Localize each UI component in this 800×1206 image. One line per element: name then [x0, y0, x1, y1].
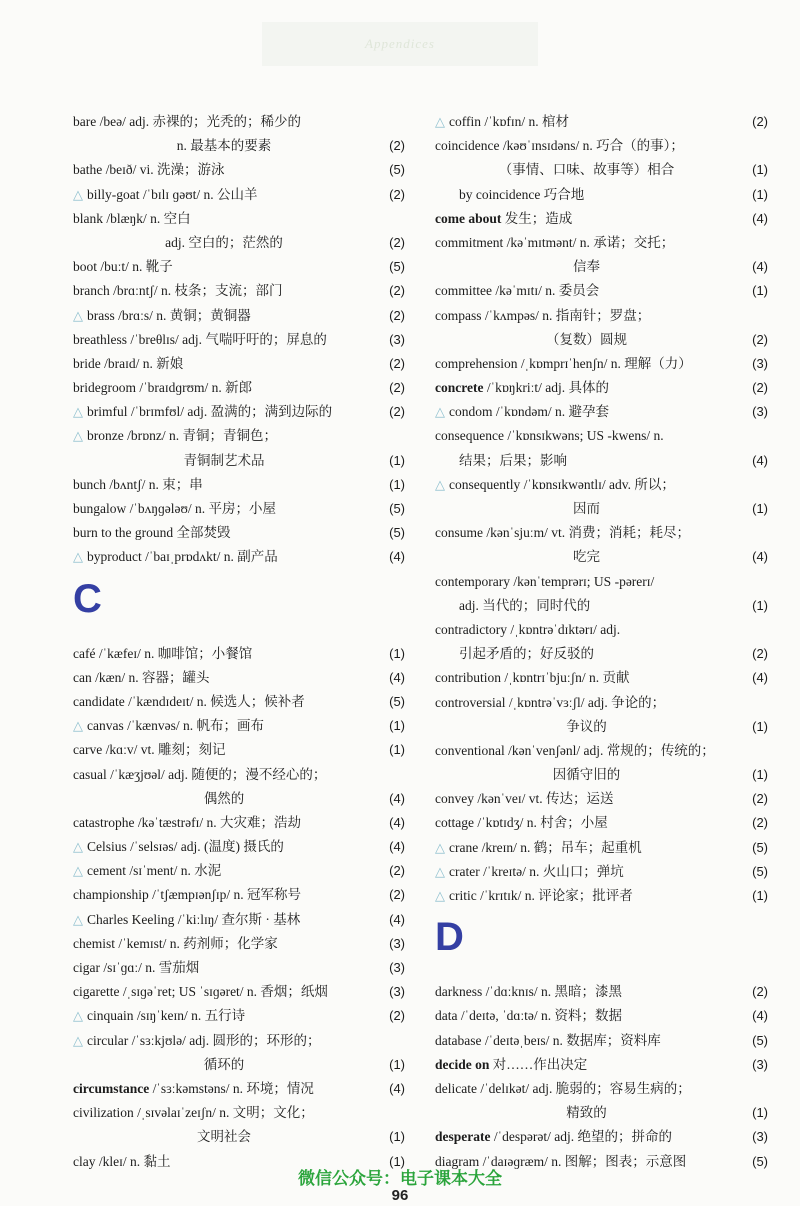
glossary-entry [73, 473, 405, 497]
glossary-entry [73, 1077, 405, 1101]
module-level: (4) [752, 1008, 768, 1024]
module-level: (2) [389, 138, 405, 154]
running-header: Appendices [365, 36, 435, 51]
module-level: (1) [389, 1153, 405, 1169]
module-level: (1) [389, 452, 405, 468]
entry-text: bronze /brɒnz/ n. 青铜；青铜色； [87, 428, 278, 444]
glossary-entry [435, 860, 768, 884]
glossary-entry [435, 134, 768, 158]
module-level: (2) [752, 380, 768, 396]
entry-text: blank /blæŋk/ n. 空白 [73, 210, 191, 226]
entry-text: catastrophe /kəˈtæstrəfɪ/ n. 大灾难；浩劫 [73, 814, 301, 830]
module-level: (3) [389, 984, 405, 1000]
module-level: (4) [389, 1080, 405, 1096]
glossary-entry-continuation [73, 231, 405, 255]
module-level: (1) [752, 501, 768, 516]
entry-text: cinquain /sɪŋˈkeɪn/ n. 五行诗 [87, 1008, 246, 1024]
glossary-entry [73, 666, 405, 690]
module-level: (1) [752, 718, 768, 734]
entry-text: bridegroom /ˈbraɪdɡrʊm/ n. 新郎 [73, 380, 253, 396]
module-level: (4) [752, 670, 768, 686]
triangle-icon: △ [73, 550, 83, 566]
module-level: (2) [389, 1008, 405, 1024]
glossary-entry [435, 618, 768, 642]
module-level: (4) [752, 210, 768, 226]
entry-text: 争议的 [566, 718, 607, 734]
glossary-entry [73, 1004, 405, 1028]
glossary-entry [73, 255, 405, 279]
glossary-entry [435, 1029, 768, 1053]
module-level: (1) [389, 645, 405, 661]
triangle-icon: △ [435, 889, 445, 904]
module-level: (1) [389, 718, 405, 734]
glossary-entry [435, 980, 768, 1004]
glossary-entry [73, 158, 405, 182]
entry-text: n. 最基本的要素 [176, 138, 272, 154]
entry-text: consequence /ˈkɒnsɪkwəns; US -kwens/ n. [435, 428, 664, 444]
glossary-entry [435, 352, 768, 376]
module-level: (1) [752, 888, 768, 903]
module-level: (1) [389, 1056, 405, 1072]
glossary-entry [73, 328, 405, 352]
entry-text: 循环的 [203, 1056, 245, 1072]
module-level: (2) [752, 331, 768, 347]
module-level: (1) [752, 186, 768, 202]
triangle-icon: △ [73, 719, 83, 735]
glossary-entry-continuation [435, 763, 768, 787]
glossary-entry-continuation [435, 158, 768, 182]
glossary-entry-continuation [73, 1125, 405, 1149]
entry-text: 偶然的 [203, 790, 245, 806]
glossary-entry-continuation [435, 1101, 768, 1125]
glossary-entry [73, 714, 405, 738]
entry-text: café /ˈkæfeɪ/ n. 咖啡馆；小餐馆 [73, 645, 253, 661]
glossary-entry [73, 1029, 405, 1053]
triangle-icon: △ [73, 429, 83, 445]
glossary-entry [435, 594, 768, 618]
triangle-icon: △ [73, 1009, 83, 1025]
glossary-entry [435, 473, 768, 497]
glossary-entry [435, 811, 768, 835]
entry-text: 吃完 [573, 549, 600, 565]
entry-text: boot /buːt/ n. 靴子 [73, 259, 173, 275]
glossary-entry [73, 376, 405, 400]
entry-text: Charles Keeling /ˈkiːlɪŋ/ 查尔斯 · 基林 [87, 911, 301, 927]
entry-text: desperate /ˈdespərət/ adj. 绝望的；拼命的 [435, 1129, 672, 1145]
entry-text: 精致的 [566, 1105, 607, 1121]
entry-text: concrete /ˈkɒŋkriːt/ adj. 具体的 [435, 380, 609, 396]
entry-text: consume /kənˈsjuːm/ vt. 消费；消耗；耗尽； [435, 525, 690, 541]
module-level: (2) [389, 355, 405, 371]
module-level: (1) [389, 476, 405, 492]
module-level: (4) [389, 911, 405, 927]
glossary-entry [73, 1101, 405, 1125]
module-level: (3) [389, 960, 405, 975]
entry-text: casual /ˈkæʒjʊəl/ adj. 随便的；漫不经心的； [73, 766, 327, 782]
glossary-entry [435, 1004, 768, 1028]
entry-text: decide on 对……作出决定 [435, 1056, 588, 1072]
triangle-icon: △ [435, 477, 445, 493]
entry-text: darkness /ˈdɑːknɪs/ n. 黑暗；漆黑 [435, 984, 623, 1000]
glossary-entry [73, 932, 405, 956]
module-level: (4) [389, 839, 405, 855]
entry-text: compass /ˈkʌmpəs/ n. 指南针；罗盘； [435, 307, 651, 323]
section-letter-icon: D [435, 915, 464, 960]
entry-text: burn to the ground 全部焚毁 [73, 525, 231, 541]
glossary-column-right [435, 110, 768, 1174]
glossary-entry [435, 1077, 768, 1101]
entry-text: can /kæn/ n. 容器；罐头 [73, 669, 210, 685]
module-level: (5) [389, 162, 405, 178]
triangle-icon: △ [73, 405, 83, 421]
glossary-entry [435, 691, 768, 715]
module-level: (3) [752, 1129, 768, 1145]
triangle-icon: △ [435, 864, 445, 880]
entry-text: comprehension /ˌkɒmprɪˈhenʃn/ n. 理解（力） [435, 355, 692, 371]
triangle-icon: △ [73, 1033, 83, 1049]
glossary-entry [435, 1125, 768, 1149]
module-level: (2) [752, 646, 768, 662]
triangle-icon: △ [73, 912, 83, 928]
module-level: (2) [389, 234, 405, 250]
entry-text: by coincidence 巧合地 [459, 186, 585, 202]
entry-text: adj. 当代的；同时代的 [459, 597, 591, 613]
glossary-entry [435, 110, 768, 134]
glossary-entry [73, 279, 405, 303]
entry-text: 引起矛盾的；好反驳的 [459, 646, 594, 662]
module-level: (2) [752, 815, 768, 831]
entry-text: controversial /ˌkɒntrəˈvɜːʃl/ adj. 争论的； [435, 694, 666, 710]
module-level: (2) [752, 984, 768, 1000]
glossary-entry [435, 642, 768, 666]
entry-text: commitment /kəˈmɪtmənt/ n. 承诺；交托； [435, 234, 675, 250]
module-level: (5) [389, 501, 405, 516]
entry-text: condom /ˈkɒndəm/ n. 避孕套 [449, 404, 610, 420]
entry-text: adj. 空白的；茫然的 [165, 234, 283, 250]
section-letter-d [435, 908, 768, 980]
entry-text: circumstance /ˈsɜːkəmstəns/ n. 环境；情况 [73, 1080, 314, 1096]
entry-text: crane /kreɪn/ n. 鹤；吊车；起重机 [449, 839, 642, 855]
module-level: (1) [752, 1105, 768, 1121]
module-level: (2) [389, 863, 405, 879]
glossary-entry [435, 424, 768, 448]
entry-text: database /ˈdeɪtəˌbeɪs/ n. 数据库；资料库 [435, 1032, 661, 1048]
entry-text: 文明社会 [197, 1129, 251, 1145]
entry-text: bungalow /ˈbʌŋɡələʊ/ n. 平房；小屋 [73, 501, 277, 516]
glossary-entry [435, 449, 768, 473]
module-level: (1) [752, 767, 768, 783]
entry-text: 因而 [573, 501, 600, 516]
entry-text: cigarette /ˌsɪɡəˈret; US ˈsɪɡəret/ n. 香烟；纸烟 [73, 984, 328, 1000]
entry-text: branch /brɑːntʃ/ n. 枝条；支流；部门 [73, 283, 283, 299]
entry-text: breathless /ˈbreθlɪs/ adj. 气喘吁吁的；屏息的 [73, 331, 327, 347]
entry-text: come about 发生；造成 [435, 210, 573, 226]
glossary-entry [73, 642, 405, 666]
module-level: (3) [752, 355, 768, 371]
entry-text: civilization /ˌsɪvəlaɪˈzeɪʃn/ n. 文明；文化； [73, 1105, 314, 1121]
module-level: (5) [752, 863, 768, 879]
watermark-text: 微信公众号：电子课本大全 [298, 1169, 502, 1189]
glossary-entry [73, 883, 405, 907]
glossary-entry [73, 956, 405, 980]
glossary-entry [73, 908, 405, 932]
triangle-icon: △ [435, 115, 445, 130]
glossary-entry [435, 836, 768, 860]
glossary-entry [435, 787, 768, 811]
entry-text: committee /kəˈmɪtɪ/ n. 委员会 [435, 283, 600, 299]
glossary-entry [435, 1053, 768, 1077]
entry-text: delicate /ˈdelɪkət/ adj. 脆弱的；容易生病的； [435, 1080, 691, 1096]
module-level: (2) [389, 404, 405, 420]
glossary-entry [73, 352, 405, 376]
entry-text: candidate /ˈkændɪdeɪt/ n. 候选人；候补者 [73, 693, 305, 709]
glossary-entry [435, 376, 768, 400]
glossary-entry [435, 207, 768, 231]
module-level: (2) [389, 283, 405, 299]
entry-text: byproduct /ˈbaɪˌprɒdʌkt/ n. 副产品 [87, 549, 278, 565]
glossary-entry-continuation [435, 497, 768, 521]
entry-text: （复数）圆规 [546, 331, 627, 347]
module-level: (2) [389, 186, 405, 202]
module-level: (5) [752, 1032, 768, 1048]
entry-text: conventional /kənˈvenʃənl/ adj. 常规的；传统的； [435, 742, 715, 758]
glossary-entry [435, 279, 768, 303]
entry-text: convey /kənˈveɪ/ vt. 传达；运送 [435, 791, 614, 807]
module-level: (2) [752, 791, 768, 807]
entry-text: 结果；后果；影响 [459, 452, 567, 468]
entry-text: bare /beə/ adj. 赤裸的；光秃的；稀少的 [73, 114, 301, 129]
module-level: (3) [752, 404, 768, 420]
module-level: (2) [752, 114, 768, 129]
entry-text: brimful /ˈbrɪmfʊl/ adj. 盈满的；满到边际的 [87, 404, 333, 420]
glossary-entry [435, 570, 768, 594]
entry-text: bride /braɪd/ n. 新娘 [73, 355, 184, 371]
section-letter-c [73, 570, 405, 642]
entry-text: diagram /ˈdaɪəɡræm/ n. 图解；图表；示意图 [435, 1153, 687, 1169]
glossary-entry [73, 545, 405, 569]
module-level: (4) [389, 814, 405, 830]
glossary-entry [73, 690, 405, 714]
entry-text: chemist /ˈkemɪst/ n. 药剂师；化学家 [73, 935, 278, 951]
module-level: (5) [752, 1153, 768, 1169]
entry-text: bathe /beɪð/ vi. 洗澡；游泳 [73, 162, 225, 178]
page-number: 96 [391, 1187, 409, 1204]
entry-text: 信奉 [573, 259, 600, 275]
module-level: (2) [389, 380, 405, 396]
triangle-icon: △ [435, 840, 445, 856]
entry-text: billy-goat /ˈbɪlɪ ɡəʊt/ n. 公山羊 [87, 186, 258, 202]
header-band [262, 22, 538, 66]
glossary-entry [435, 666, 768, 690]
glossary-entry [73, 207, 405, 231]
glossary-entry [435, 183, 768, 207]
entry-text: data /ˈdeɪtə, ˈdɑːtə/ n. 资料；数据 [435, 1008, 623, 1024]
glossary-entry [73, 859, 405, 883]
module-level: (4) [752, 259, 768, 275]
module-level: (1) [752, 162, 768, 178]
glossary-entry [435, 884, 768, 908]
glossary-entry [73, 110, 405, 134]
glossary-entry [435, 521, 768, 545]
entry-text: carve /kɑːv/ vt. 雕刻；刻记 [73, 742, 226, 758]
section-letter-icon: C [73, 576, 102, 621]
module-level: (1) [389, 1129, 405, 1145]
glossary-entry [73, 980, 405, 1004]
glossary-entry [435, 739, 768, 763]
glossary-entry [435, 231, 768, 255]
glossary-entry-continuation [73, 449, 405, 473]
entry-text: consequently /ˈkɒnsɪkwəntlɪ/ adv. 所以； [449, 476, 675, 492]
triangle-icon: △ [73, 308, 83, 324]
entry-text: circular /ˈsɜːkjʊlə/ adj. 圆形的；环形的； [87, 1032, 321, 1048]
triangle-icon: △ [73, 840, 83, 856]
glossary-entry [73, 400, 405, 424]
glossary-entry [73, 497, 405, 521]
module-level: (1) [752, 283, 768, 299]
module-level: (5) [752, 839, 768, 855]
module-level: (3) [389, 331, 405, 347]
glossary-entry-continuation [435, 255, 768, 279]
module-level: (3) [389, 935, 405, 951]
entry-text: brass /brɑːs/ n. 黄铜；黄铜器 [87, 307, 251, 323]
glossary-entry-continuation [73, 787, 405, 811]
module-level: (5) [389, 525, 405, 541]
entry-text: clay /kleɪ/ n. 黏土 [73, 1153, 171, 1169]
triangle-icon: △ [73, 187, 83, 203]
glossary-entry-continuation [73, 134, 405, 158]
module-level: (4) [389, 669, 405, 685]
entry-text: critic /ˈkrɪtɪk/ n. 评论家；批评者 [449, 888, 633, 903]
entry-text: contradictory /ˌkɒntrəˈdɪktərɪ/ adj. [435, 621, 621, 637]
entry-text: 青铜制艺术品 [183, 452, 265, 468]
glossary-entry-continuation [435, 715, 768, 739]
module-level: (1) [389, 742, 405, 758]
glossary-entry [435, 400, 768, 424]
glossary-entry [73, 738, 405, 762]
entry-text: contribution /ˌkɒntrɪˈbjuːʃn/ n. 贡献 [435, 670, 630, 686]
glossary-entry [73, 304, 405, 328]
module-level: (1) [752, 597, 768, 613]
entry-text: crater /ˈkreɪtə/ n. 火山口；弹坑 [449, 863, 624, 879]
entry-text: contemporary /kənˈtemprərɪ; US -pərerɪ/ [435, 573, 655, 589]
glossary-entry [435, 304, 768, 328]
module-level: (4) [389, 549, 405, 565]
entry-text: cottage /ˈkɒtɪdʒ/ n. 村舍；小屋 [435, 815, 608, 831]
module-level: (4) [752, 549, 768, 565]
glossary-entry-continuation [435, 328, 768, 352]
module-level: (3) [752, 1056, 768, 1072]
glossary-entry [73, 811, 405, 835]
entry-text: coffin /ˈkɒfɪn/ n. 棺材 [449, 114, 570, 129]
module-level: (2) [389, 307, 405, 323]
entry-text: Celsius /ˈselsɪəs/ adj. (温度) 摄氏的 [87, 839, 284, 855]
entry-text: cigar /sɪˈɡɑː/ n. 雪茄烟 [73, 960, 200, 975]
glossary-entry-continuation [73, 1053, 405, 1077]
glossary-entry [73, 521, 405, 545]
module-level: (4) [389, 790, 405, 806]
entry-text: cement /sɪˈment/ n. 水泥 [87, 863, 222, 879]
glossary-entry-continuation [435, 545, 768, 569]
module-level: (5) [389, 693, 405, 709]
entry-text: championship /ˈtʃæmpɪənʃɪp/ n. 冠军称号 [73, 887, 301, 903]
entry-text: canvas /ˈkænvəs/ n. 帆布；画布 [87, 718, 264, 734]
glossary-entry [73, 763, 405, 787]
glossary-entry [73, 183, 405, 207]
entry-text: （事情、口味、故事等）相合 [498, 162, 675, 178]
glossary-entry [73, 835, 405, 859]
entry-text: bunch /bʌntʃ/ n. 束；串 [73, 476, 203, 492]
module-level: (4) [752, 452, 768, 468]
glossary-column-left [73, 110, 405, 1174]
triangle-icon: △ [435, 405, 445, 421]
module-level: (5) [389, 259, 405, 275]
module-level: (2) [389, 887, 405, 903]
glossary-entry [73, 424, 405, 448]
entry-text: coincidence /kəʊˈɪnsɪdəns/ n. 巧合（的事）； [435, 138, 684, 154]
triangle-icon: △ [73, 864, 83, 880]
entry-text: 因循守旧的 [552, 767, 621, 783]
